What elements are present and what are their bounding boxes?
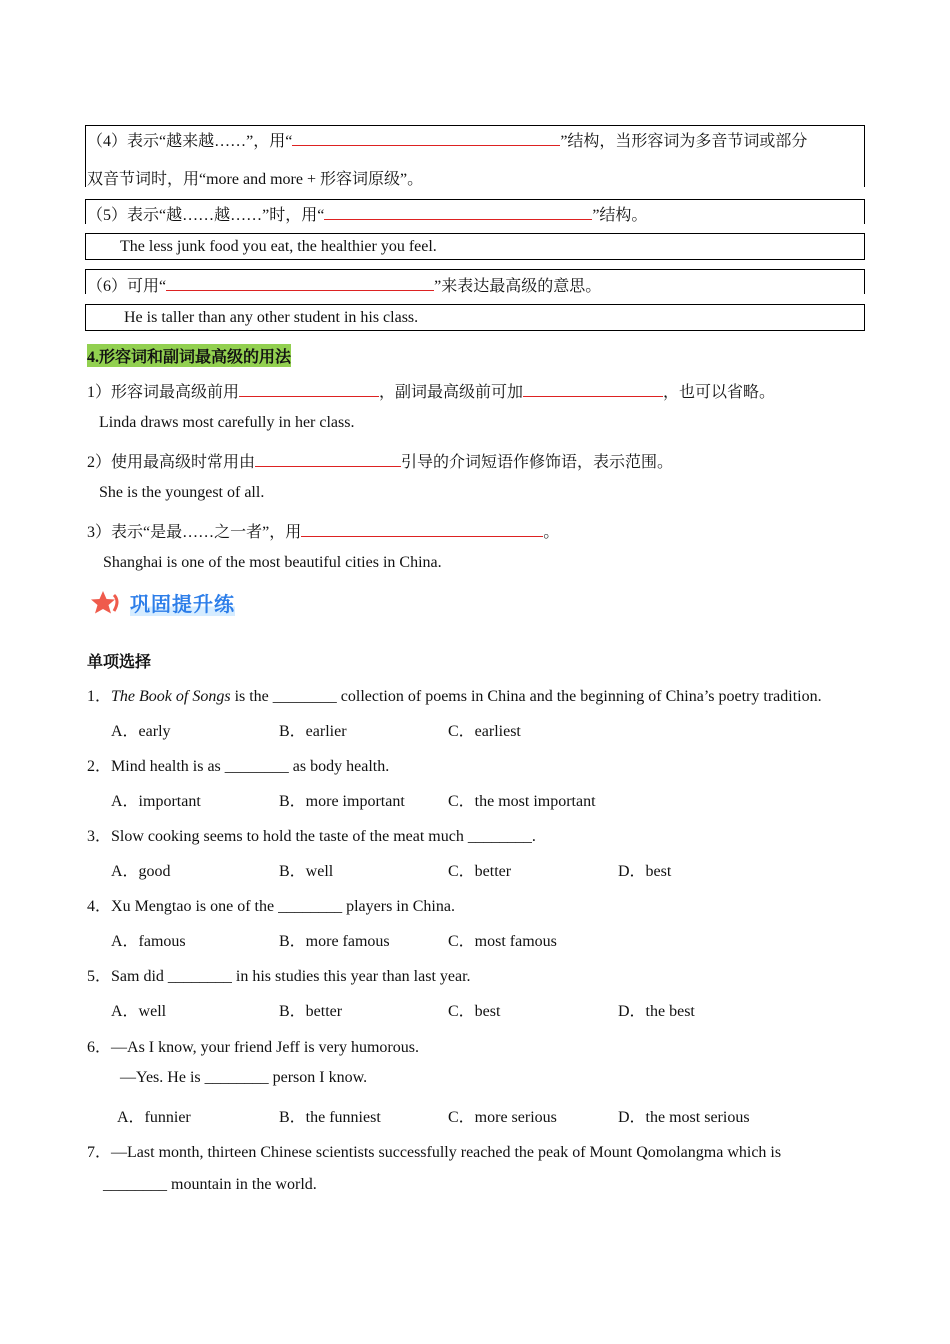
q4-option-b[interactable]: B．more famous <box>279 933 390 950</box>
q1-option-a[interactable]: A．early <box>111 723 171 740</box>
q2-option-b[interactable]: B．more important <box>279 793 405 810</box>
q5-option-c[interactable]: C．best <box>448 1003 501 1020</box>
q5-option-d[interactable]: D．the best <box>618 1003 695 1020</box>
q4-option-a[interactable]: A．famous <box>111 933 186 950</box>
q3-option-c[interactable]: C．better <box>448 863 512 880</box>
question-6: 6．—As I know, your friend Jeff is very humorous. <box>87 1039 419 1056</box>
question-5: 5．Sam did ________ in his studies this year than last year. <box>87 968 471 985</box>
answer-blank[interactable]: ________ <box>224 758 289 775</box>
answer-blank[interactable]: ________ <box>103 1176 167 1193</box>
fill-blank[interactable] <box>523 382 663 397</box>
q2-option-c[interactable]: C．the most important <box>448 793 596 810</box>
item6-example: He is taller than any other student in his class. <box>124 309 419 326</box>
q2-option-a[interactable]: A．important <box>111 793 201 810</box>
fill-blank[interactable] <box>239 382 379 397</box>
star-icon <box>90 589 126 617</box>
section4-point1: 1）形容词最高级前用 ，副词最高级前可加 ，也可以省略。 <box>87 384 776 401</box>
banner-title: 巩固提升练 <box>130 592 235 616</box>
item4-line1: （4）表示“越来越……”，用“ ”结构，当形容词为多音节词或部分 <box>87 133 808 150</box>
practice-banner <box>90 588 235 617</box>
q6-option-d[interactable]: D．the most serious <box>618 1109 750 1126</box>
item6-line: （6）可用“ ”来表达最高级的意思。 <box>87 278 602 295</box>
section4-point3: 3）表示“是最……之一者”，用 。 <box>87 524 560 541</box>
answer-blank[interactable]: ________ <box>272 688 337 705</box>
item5-example: The less junk food you eat, the healthier you feel. <box>120 238 437 255</box>
question-6-reply: —Yes. He is ________ person I know. <box>120 1069 368 1086</box>
q5-option-b[interactable]: B．better <box>279 1003 343 1020</box>
question-4: 4．Xu Mengtao is one of the ________ players in China. <box>87 898 455 915</box>
section4-heading: 4.形容词和副词最高级的用法 <box>87 344 291 367</box>
q6-option-c[interactable]: C．more serious <box>448 1109 557 1126</box>
q1-option-c[interactable]: C．earliest <box>448 723 521 740</box>
answer-blank[interactable]: ________ <box>278 898 343 915</box>
q1-option-b[interactable]: B．earlier <box>279 723 347 740</box>
section4-example1: Linda draws most carefully in her class. <box>99 414 355 431</box>
q6-option-b[interactable]: B．the funniest <box>279 1109 381 1126</box>
answer-blank[interactable]: ________ <box>204 1069 269 1086</box>
answer-blank[interactable]: ________ <box>467 828 532 845</box>
section4-example2: She is the youngest of all. <box>99 484 265 501</box>
question-7: 7．—Last month, thirteen Chinese scientists successfully reached the peak of Mount Qomolangma which is <box>87 1144 782 1161</box>
question-7-line2: ________ mountain in the world. <box>103 1176 317 1193</box>
q3-option-a[interactable]: A．good <box>111 863 171 880</box>
item4-line2: 双音节词时，用“more and more + 形容词原级”。 <box>87 171 424 188</box>
section4-point2: 2）使用最高级时常用由 引导的介词短语作修饰语，表示范围。 <box>87 454 674 471</box>
fill-blank[interactable] <box>301 522 543 537</box>
question-3: 3．Slow cooking seems to hold the taste of the meat much ________. <box>87 828 536 845</box>
section4-example3: Shanghai is one of the most beautiful cities in China. <box>103 554 442 571</box>
fill-blank[interactable] <box>255 452 401 467</box>
q6-option-a[interactable]: A．funnier <box>117 1109 191 1126</box>
fill-blank[interactable] <box>292 131 560 146</box>
question-2: 2．Mind health is as ________ as body health. <box>87 758 390 775</box>
exercise-heading: 单项选择 <box>87 654 152 671</box>
q3-option-d[interactable]: D．best <box>618 863 672 880</box>
question-1: 1．The Book of Songs is the ________ collection of poems in China and the beginning of China’s poetry tradition. <box>87 688 822 705</box>
item5-line: （5）表示“越……越……”时，用“ ”结构。 <box>87 207 648 224</box>
q4-option-c[interactable]: C．most famous <box>448 933 557 950</box>
fill-blank[interactable] <box>324 205 592 220</box>
fill-blank[interactable] <box>166 276 434 291</box>
q3-option-b[interactable]: B．well <box>279 863 334 880</box>
answer-blank[interactable]: ________ <box>167 968 232 985</box>
q5-option-a[interactable]: A．well <box>111 1003 167 1020</box>
